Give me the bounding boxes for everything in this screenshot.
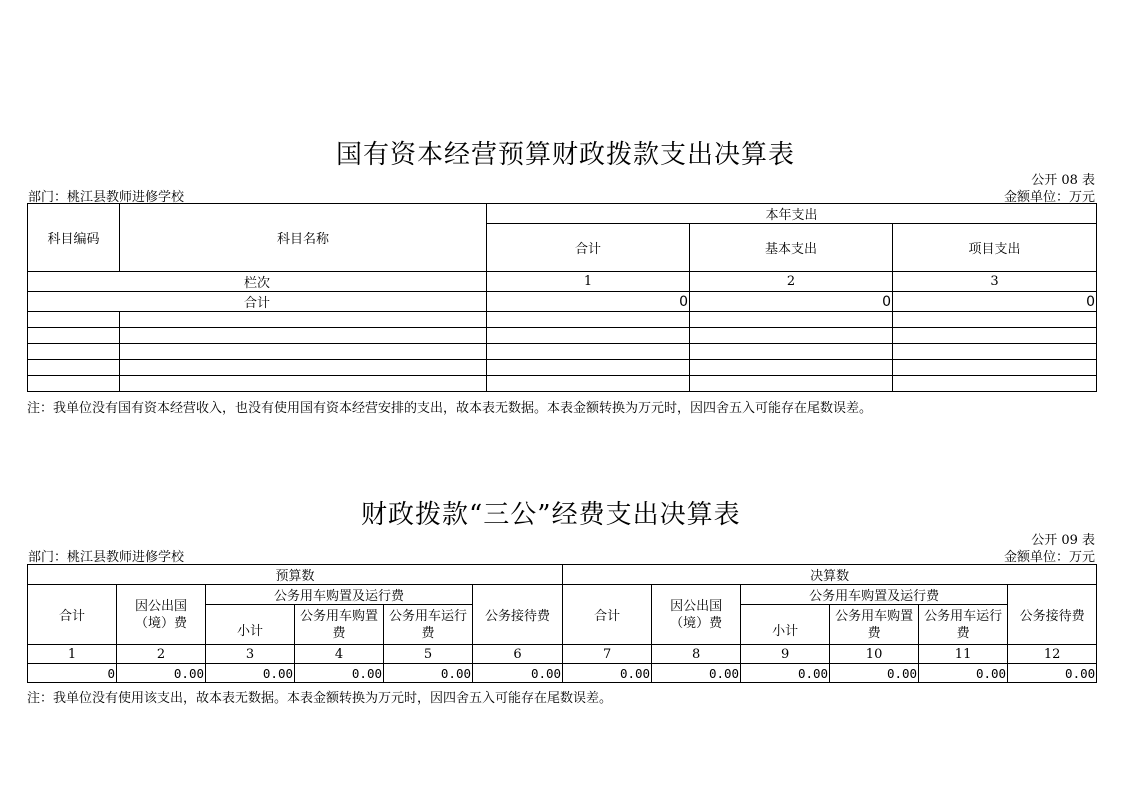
t08-table: [27, 203, 1097, 392]
t09-header-subtotal: 小计: [206, 605, 295, 645]
t09-header-car: 公务用车购置及运行费: [741, 585, 1008, 605]
t09-table: [27, 564, 1097, 683]
t09-column-index: 7: [563, 645, 652, 664]
t09-value: 0.00: [652, 664, 741, 683]
t09-header-car-purchase-line1: 公务用车购置: [299, 608, 378, 624]
t09-column-index: 11: [919, 645, 1008, 664]
t09-value: 0.00: [919, 664, 1008, 683]
t09-header-abroad-line1: 因公出国: [670, 598, 723, 614]
t09-column-index: 8: [652, 645, 741, 664]
t09-header-budget: 预算数: [28, 565, 563, 585]
t09-value: 0.00: [1008, 664, 1097, 683]
t09-header-car-running-line1: 公务用车运行: [924, 608, 1003, 624]
t09-header-car-running-line2: 费: [421, 625, 435, 641]
t09-note: 注：我单位没有使用该支出，故本表无数据。本表金额转换为万元时，因四舍五入可能存在尾数误差。: [27, 691, 613, 706]
t08-header-total: 合计: [487, 224, 690, 272]
t09-column-index: 12: [1008, 645, 1097, 664]
t08-header-project: 项目支出: [893, 224, 1097, 272]
t09-header-car-running: [384, 605, 473, 645]
t08-column-index: 3: [893, 272, 1097, 292]
t08-column-index-label: 栏次: [28, 272, 487, 292]
t09-header-subtotal: 小计: [741, 605, 830, 645]
t08-column-index: 2: [690, 272, 893, 292]
t09-column-index: 1: [28, 645, 117, 664]
t08-empty-row: [28, 360, 1097, 376]
t08-title: 国有资本经营预算财政拨款支出决算表: [336, 140, 796, 170]
t08-note: 注：我单位没有国有资本经营收入，也没有使用国有资本经营安排的支出，故本表无数据。本表金额转换为万元时，因四舍五入可能存在尾数误差。: [27, 401, 873, 416]
t09-header-abroad: [652, 585, 741, 645]
t08-unit: 金额单位：万元: [1003, 190, 1095, 205]
t09-header-car-running-line1: 公务用车运行: [388, 608, 467, 624]
t09-value: 0.00: [206, 664, 295, 683]
t09-unit: 金额单位：万元: [1003, 550, 1095, 565]
t09-header-car-purchase-line2: 费: [332, 625, 346, 641]
t09-header-car-purchase-line2: 费: [867, 625, 881, 641]
t09-header-abroad-line2: （境）费: [670, 615, 723, 631]
t09-header-abroad-line1: 因公出国: [134, 598, 187, 614]
t09-header-reception: 公务接待费: [1008, 585, 1097, 645]
t08-total-value: 0: [893, 292, 1097, 312]
t09-column-index: 10: [830, 645, 919, 664]
t08-header-name: 科目名称: [120, 204, 487, 272]
t09-value: 0.00: [295, 664, 384, 683]
t09-header-car-running: [919, 605, 1008, 645]
t09-header-car-purchase: [295, 605, 384, 645]
t09-column-index: 2: [117, 645, 206, 664]
t09-column-index: 9: [741, 645, 830, 664]
t08-header-basic: 基本支出: [690, 224, 893, 272]
t09-header-car: 公务用车购置及运行费: [206, 585, 473, 605]
t09-header-abroad: [117, 585, 206, 645]
t09-header-car-purchase-line1: 公务用车购置: [835, 608, 914, 624]
t09-value: 0.00: [741, 664, 830, 683]
t09-value: 0.00: [830, 664, 919, 683]
t09-column-index: 5: [384, 645, 473, 664]
t09-header-abroad-line2: （境）费: [134, 615, 187, 631]
t09-code: 公开 09 表: [1031, 533, 1095, 548]
t08-total-label: 合计: [28, 292, 487, 312]
t08-department: 部门：桃江县教师进修学校: [28, 190, 185, 205]
t08-empty-row: [28, 344, 1097, 360]
t09-column-index: 6: [473, 645, 563, 664]
t09-column-index: 3: [206, 645, 295, 664]
t08-empty-row: [28, 376, 1097, 392]
t08-code: 公开 08 表: [1031, 173, 1095, 188]
t08-empty-row: [28, 328, 1097, 344]
t08-total-value: 0: [487, 292, 690, 312]
t09-value: 0.00: [473, 664, 563, 683]
t08-header-code: 科目编码: [28, 204, 120, 272]
t09-value: 0.00: [117, 664, 206, 683]
t09-header-final: 决算数: [563, 565, 1097, 585]
t09-title: 财政拨款“三公”经费支出决算表: [361, 500, 741, 530]
t09-header-car-running-line2: 费: [956, 625, 970, 641]
t09-header-car-purchase: [830, 605, 919, 645]
t09-value: 0.00: [384, 664, 473, 683]
t08-column-index: 1: [487, 272, 690, 292]
t08-total-value: 0: [690, 292, 893, 312]
t09-header-total: 合计: [28, 585, 117, 645]
t09-value: 0.00: [563, 664, 652, 683]
t09-department: 部门：桃江县教师进修学校: [28, 550, 185, 565]
t09-value: 0: [28, 664, 117, 683]
t08-header-year: 本年支出: [487, 204, 1097, 224]
t09-column-index: 4: [295, 645, 384, 664]
t09-header-total: 合计: [563, 585, 652, 645]
t08-empty-row: [28, 312, 1097, 328]
t09-header-reception: 公务接待费: [473, 585, 563, 645]
